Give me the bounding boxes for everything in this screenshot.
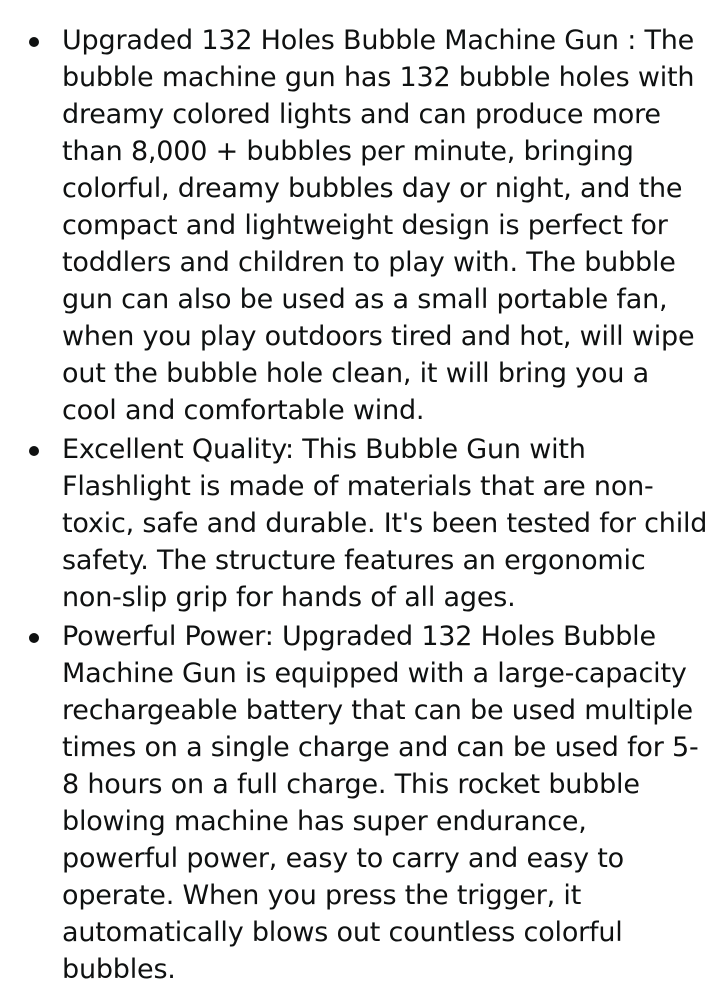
feature-item-quality (0, 431, 727, 616)
bullet-icon (29, 633, 39, 643)
bullet-icon (29, 446, 39, 456)
bullet-icon (29, 37, 39, 47)
feature-text: Upgraded 132 Holes Bubble Machine Gun : The bubble machine gun has 132 bubble holes with dreamy colored lights and can produce more than 8,000 + bubbles per minute, bringing colorful, dreamy bubbles day or night, and the compact and lightweight design is perfect for toddlers and children to play with. The bubble gun can also be used as a small portable fan, when you play outdoors tired and hot, will wipe out the bubble hole clean, it will bring you a cool and comfortable wind. (62, 25, 695, 426)
feature-text: Powerful Power: Upgraded 132 Holes Bubble Machine Gun is equipped with a large-capacity rechargeable battery that can be used multiple times on a single charge and can be used for 5-8 hours on a full charge. This rocket bubble blowing machine has super endurance, powerful power, easy to carry and easy to operate. When you press the trigger, it automatically blows out countless colorful bubbles. (62, 621, 699, 985)
feature-item-power (0, 618, 727, 988)
feature-item-bubble-holes (0, 22, 727, 429)
feature-text: Excellent Quality: This Bubble Gun with Flashlight is made of materials that are non-toxic, safe and durable. It's been tested for child safety. The structure features an ergonomic non-slip grip for hands of all ages. (62, 434, 708, 613)
